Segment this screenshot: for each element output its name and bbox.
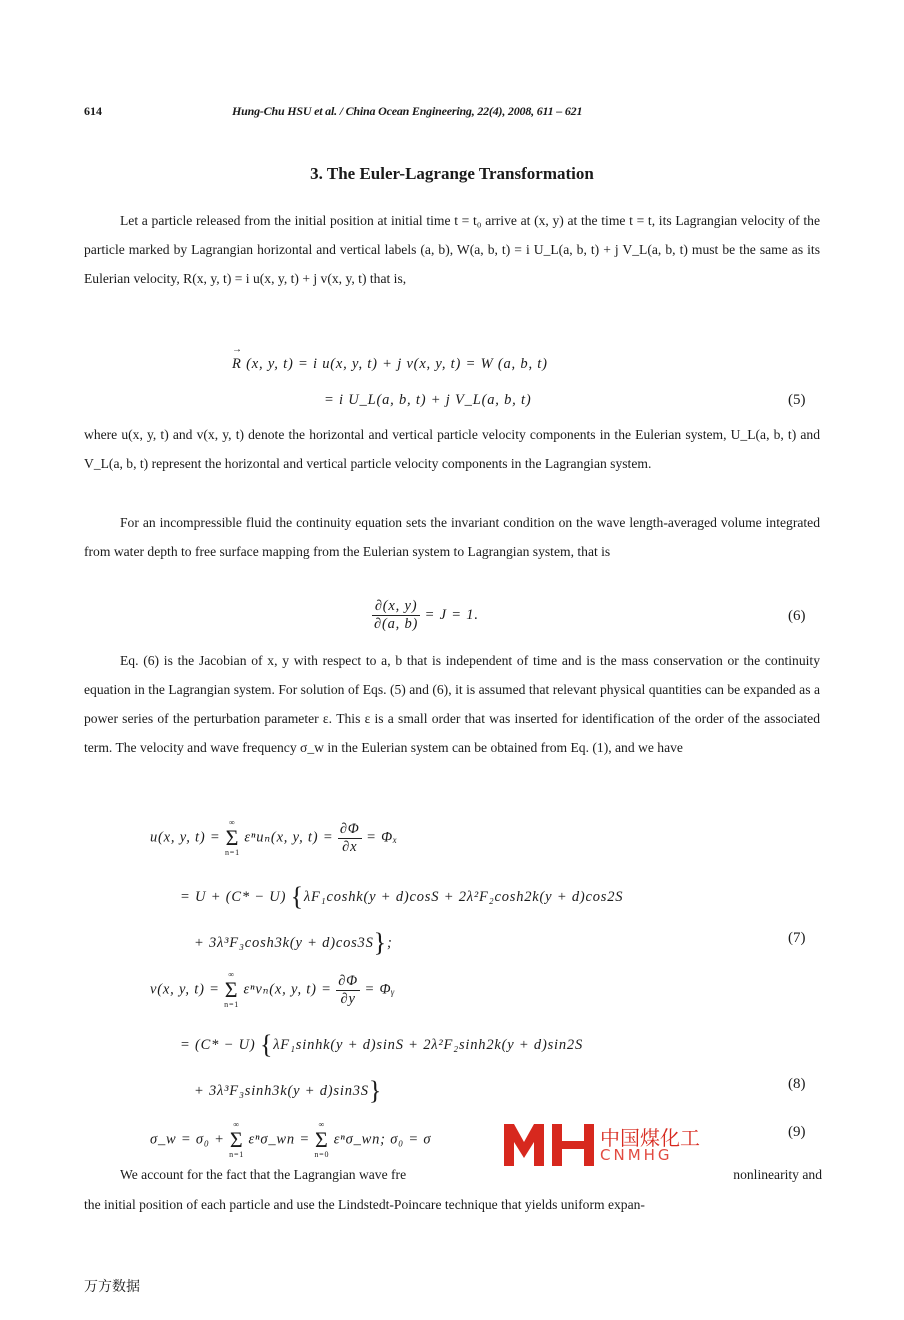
fraction-denominator: ∂y	[340, 990, 356, 1007]
sum-lower-limit: n=1	[224, 848, 240, 857]
equation-7-number: (7)	[788, 930, 806, 946]
summation-symbol: ∞ Σ n=1	[224, 970, 240, 1009]
equation-7-tail: + 3λ³F₃cosh3k(y + d)cos3S	[194, 935, 374, 951]
paragraph-2: where u(x, y, t) and v(x, y, t) denote the horizontal and vertical particle velocity components in the Eulerian system, U_L(a, b, t) and V_L(a, b, t) represent the horizontal and vertical particle velocity components in the Lagrangian system.	[84, 427, 820, 471]
sum-lower-limit: n=1	[229, 1150, 245, 1159]
equation-8-end: = Φᵧ	[364, 981, 396, 998]
equation-7-line-1	[150, 818, 398, 858]
equation-8-number: (8)	[788, 1076, 806, 1092]
summation-symbol: ∞ Σ n=1	[224, 818, 240, 857]
equation-5-line-2: = i U_L(a, b, t) + j V_L(a, b, t)	[324, 392, 532, 408]
paragraph-3: For an incompressible fluid the continuity equation sets the invariant condition on the wave length-averaged volume integrated from water depth to free surface mapping from the Eulerian system to Lagrangian system, that is	[84, 515, 820, 559]
paragraph-5-continued: the initial position of each particle and use the Lindstedt-Poincare technique that yields uniform expan-	[84, 1197, 645, 1212]
paragraph-1: Let a particle released from the initial position at initial time t = t₀ arrive at (x, y) at the time t = t, its Lagrangian velocity of the particle marked by Lagrangian horizontal and vertical labels (a, b), W(a, b, t) = i U_L(a, b, t) + j V_L(a, b, t) must be the same as its Eulerian velocity, R(x, y, t) = i u(x, y, t) + j v(x, y, t) that is,	[84, 213, 820, 286]
equation-9-part-b: εⁿσ_wn =	[248, 1131, 310, 1148]
equation-5-text: (x, y, t) = i u(x, y, t) + j v(x, y, t) = W (a, b, t)	[246, 356, 548, 372]
equation-9-part-a: σ_w = σ₀ +	[150, 1131, 225, 1148]
logo-mark-icon	[504, 1120, 596, 1168]
equation-6	[372, 598, 479, 633]
section-title: 3. The Euler-Lagrange Transformation	[310, 164, 594, 183]
fraction-denominator: ∂x	[342, 838, 358, 855]
sum-upper-limit: ∞	[233, 1120, 240, 1129]
equation-6-number: (6)	[788, 608, 806, 624]
fraction-numerator: ∂(x, y)	[372, 598, 420, 616]
vector-r: → R	[232, 356, 242, 373]
watermark-chinese-text: 中国煤化工	[600, 1126, 700, 1150]
equation-8-line-3: + 3λ³F₃sinh3k(y + d)sin3S}	[194, 1076, 383, 1105]
equation-8-line-1	[150, 970, 395, 1010]
watermark-logo	[504, 1120, 822, 1166]
sum-upper-limit: ∞	[318, 1120, 326, 1129]
equation-5-number: (5)	[788, 392, 806, 408]
partial-fraction	[336, 973, 360, 1008]
equation-7-prefix: = U + (C* − U)	[180, 889, 287, 905]
equation-9	[150, 1120, 431, 1160]
sum-upper-limit: ∞	[229, 818, 236, 827]
watermark-latin-text: CNMHG	[600, 1146, 673, 1164]
jacobian-fraction	[372, 598, 420, 633]
sum-upper-limit: ∞	[228, 970, 235, 979]
equation-8-tail: + 3λ³F₃sinh3k(y + d)sin3S	[194, 1083, 369, 1099]
equation-5-line-1	[232, 356, 548, 373]
paragraph-5-end: nonlinearity and	[733, 1167, 822, 1182]
equation-9-part-c: εⁿσ_wn; σ₀ = σ	[333, 1131, 432, 1148]
equation-7-line-3: + 3λ³F₃cosh3k(y + d)cos3S};	[194, 928, 393, 957]
partial-fraction	[338, 821, 362, 856]
equation-9-number: (9)	[788, 1124, 806, 1140]
fraction-denominator: ∂(a, b)	[374, 616, 419, 632]
equation-8-bracket-content: λF₁sinhk(y + d)sinS + 2λ²F₂sinh2k(y + d)sin2S	[273, 1037, 584, 1053]
paragraph-5-start: We account for the fact that the Lagrangian wave fre	[120, 1167, 407, 1182]
sum-lower-limit: n=1	[224, 1000, 240, 1009]
paragraph-4: Eq. (6) is the Jacobian of x, y with respect to a, b that is independent of time and is the mass conservation or the continuity equation in the Lagrangian system. For solution of Eqs. (5) and (6), it is assumed that relevant physical quantities can be expanded as a power series of the perturbation parameter ε. This ε is a small order that was inserted for identification of the order of the associated term. The velocity and wave frequency σ_w in the Eulerian system can be obtained from Eq. (1), and we have	[84, 653, 820, 755]
footer-source: 万方数据	[84, 1279, 140, 1295]
equation-8-prefix: = (C* − U)	[180, 1037, 256, 1053]
equation-8-term: εⁿvₙ(x, y, t) =	[243, 981, 332, 998]
equation-7-bracket-content: λF₁coshk(y + d)cosS + 2λ²F₂cosh2k(y + d)cos2S	[303, 889, 624, 905]
summation-symbol: ∞ Σ n=0	[314, 1120, 330, 1159]
fraction-numerator: ∂Φ	[338, 972, 359, 989]
equation-8-lhs: v(x, y, t) =	[150, 981, 220, 998]
equation-7-term: εⁿuₙ(x, y, t) =	[244, 829, 334, 846]
summation-symbol: ∞ Σ n=1	[229, 1120, 245, 1159]
equation-7-end: = Φₓ	[366, 829, 398, 846]
equation-7-lhs: u(x, y, t) =	[150, 829, 221, 846]
equation-7-line-2: = U + (C* − U) {λF₁coshk(y + d)cosS + 2λ²F₂cosh2k(y + d)cos2S	[180, 882, 624, 911]
sum-lower-limit: n=0	[314, 1150, 330, 1159]
fraction-numerator: ∂Φ	[339, 820, 360, 837]
page-number: 614	[84, 104, 102, 118]
running-header: Hung-Chu HSU et al. / China Ocean Engineering, 22(4), 2008, 611 – 621	[232, 104, 583, 118]
equation-6-rhs: = J = 1.	[424, 606, 479, 623]
equation-8-line-2: = (C* − U) {λF₁sinhk(y + d)sinS + 2λ²F₂sinh2k(y + d)sin2S	[180, 1030, 584, 1059]
